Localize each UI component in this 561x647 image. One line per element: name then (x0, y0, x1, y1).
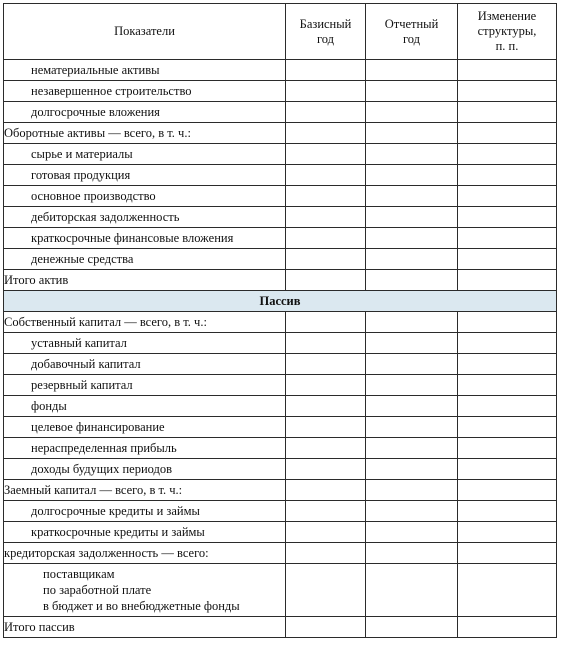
cell-structure-change (458, 123, 557, 144)
cell-structure-change (458, 564, 557, 617)
cell-structure-change (458, 60, 557, 81)
cell-report-year (366, 480, 458, 501)
table-row-total-passive (4, 617, 557, 638)
cell-base-year (286, 459, 366, 480)
table-row (4, 501, 557, 522)
table-row (4, 480, 557, 501)
header-base-year (286, 4, 366, 60)
table-row (4, 102, 557, 123)
table-row (4, 60, 557, 81)
row-label: нематериальные активы (4, 60, 286, 81)
cell-report-year (366, 459, 458, 480)
row-label: долгосрочные вложения (4, 102, 286, 123)
liabilities-rows (4, 312, 557, 564)
cell-report-year (366, 396, 458, 417)
table-row (4, 228, 557, 249)
cell-structure-change (458, 396, 557, 417)
cell-report-year (366, 123, 458, 144)
table-row (4, 333, 557, 354)
cell-base-year (286, 564, 366, 617)
cell-base-year (286, 501, 366, 522)
cell-structure-change (458, 501, 557, 522)
header-report-year-line: год (402, 31, 421, 46)
cell-structure-change (458, 81, 557, 102)
row-label: краткосрочные кредиты и займы (4, 522, 286, 543)
cell-base-year (286, 270, 366, 291)
row-label: Итого актив (4, 270, 286, 291)
cell-report-year (366, 312, 458, 333)
cell-structure-change (458, 522, 557, 543)
cell-base-year (286, 228, 366, 249)
cell-structure-change (458, 102, 557, 123)
cell-structure-change (458, 228, 557, 249)
cell-report-year (366, 564, 458, 617)
cell-base-year (286, 375, 366, 396)
cell-structure-change (458, 438, 557, 459)
cell-base-year (286, 60, 366, 81)
cell-base-year (286, 123, 366, 144)
row-label: Заемный капитал — всего, в т. ч.: (4, 480, 286, 501)
header-base-year-line: Базисный (299, 16, 352, 31)
payables-breakdown-section (4, 564, 557, 638)
cell-report-year (366, 375, 458, 396)
payables-item: поставщикам (43, 567, 115, 581)
table-row (4, 186, 557, 207)
table-row (4, 165, 557, 186)
table-row (4, 438, 557, 459)
table-row (4, 312, 557, 333)
section-title-passive: Пассив (4, 291, 557, 312)
cell-structure-change (458, 186, 557, 207)
table-row (4, 417, 557, 438)
cell-report-year (366, 81, 458, 102)
cell-base-year (286, 249, 366, 270)
table-row (4, 354, 557, 375)
row-label: резервный капитал (4, 375, 286, 396)
row-label: добавочный капитал (4, 354, 286, 375)
table-header-row (4, 4, 557, 60)
table-row (4, 459, 557, 480)
table-row (4, 270, 557, 291)
cell-structure-change (458, 480, 557, 501)
cell-base-year (286, 417, 366, 438)
row-label: дебиторская задолженность (4, 207, 286, 228)
cell-structure-change (458, 165, 557, 186)
cell-base-year (286, 522, 366, 543)
cell-report-year (366, 354, 458, 375)
cell-structure-change (458, 417, 557, 438)
header-base-year-line: год (316, 31, 335, 46)
cell-structure-change (458, 207, 557, 228)
cell-structure-change (458, 144, 557, 165)
cell-report-year (366, 165, 458, 186)
cell-base-year (286, 396, 366, 417)
cell-base-year (286, 102, 366, 123)
cell-base-year (286, 144, 366, 165)
row-label: кредиторская задолженность — всего: (4, 543, 286, 564)
cell-structure-change (458, 354, 557, 375)
passive-section (4, 291, 557, 312)
row-label: целевое финансирование (4, 417, 286, 438)
cell-base-year (286, 438, 366, 459)
header-structure-change-line: п. п. (495, 39, 519, 53)
table-row (4, 396, 557, 417)
cell-structure-change (458, 333, 557, 354)
cell-base-year (286, 480, 366, 501)
cell-structure-change (458, 617, 557, 638)
cell-report-year (366, 333, 458, 354)
table-row (4, 375, 557, 396)
cell-report-year (366, 501, 458, 522)
table-row (4, 81, 557, 102)
header-indicators: Показатели (4, 4, 286, 60)
row-label: сырье и материалы (4, 144, 286, 165)
cell-base-year (286, 207, 366, 228)
row-label: уставный капитал (4, 333, 286, 354)
cell-structure-change (458, 249, 557, 270)
cell-base-year (286, 81, 366, 102)
cell-structure-change (458, 270, 557, 291)
table-row (4, 144, 557, 165)
cell-report-year (366, 522, 458, 543)
row-label: фонды (4, 396, 286, 417)
cell-report-year (366, 228, 458, 249)
balance-structure-table (3, 3, 557, 638)
header-report-year (366, 4, 458, 60)
cell-base-year (286, 312, 366, 333)
cell-structure-change (458, 543, 557, 564)
header-structure-change (458, 4, 557, 60)
row-label: Оборотные активы — всего, в т. ч.: (4, 123, 286, 144)
row-label: долгосрочные кредиты и займы (4, 501, 286, 522)
table-row-payables-breakdown (4, 564, 557, 617)
cell-structure-change (458, 459, 557, 480)
table-row (4, 543, 557, 564)
cell-base-year (286, 543, 366, 564)
section-row-passive (4, 291, 557, 312)
row-label: основное производство (4, 186, 286, 207)
table-row (4, 123, 557, 144)
cell-base-year (286, 354, 366, 375)
cell-structure-change (458, 375, 557, 396)
header-structure-change-line: структуры, (477, 24, 537, 38)
row-label-total-passive: Итого пассив (4, 617, 286, 638)
payables-item: по заработной плате (43, 583, 152, 597)
row-label: доходы будущих периодов (4, 459, 286, 480)
cell-base-year (286, 165, 366, 186)
header-structure-change-line: Изменение (477, 9, 537, 23)
cell-report-year (366, 207, 458, 228)
row-label: краткосрочные финансовые вложения (4, 228, 286, 249)
header-report-year-line: Отчетный (384, 16, 439, 31)
table-row (4, 249, 557, 270)
cell-base-year (286, 617, 366, 638)
cell-report-year (366, 417, 458, 438)
row-label: нераспределенная прибыль (4, 438, 286, 459)
cell-report-year (366, 543, 458, 564)
row-label-payables-breakdown (4, 564, 286, 617)
payables-item: в бюджет и во внебюджетные фонды (43, 599, 240, 613)
table-row (4, 207, 557, 228)
row-label: незавершенное строительство (4, 81, 286, 102)
cell-report-year (366, 102, 458, 123)
cell-report-year (366, 186, 458, 207)
cell-report-year (366, 270, 458, 291)
assets-rows (4, 60, 557, 291)
cell-report-year (366, 60, 458, 81)
cell-report-year (366, 144, 458, 165)
cell-report-year (366, 438, 458, 459)
cell-structure-change (458, 312, 557, 333)
cell-report-year (366, 249, 458, 270)
row-label: Собственный капитал — всего, в т. ч.: (4, 312, 286, 333)
cell-report-year (366, 617, 458, 638)
cell-base-year (286, 186, 366, 207)
cell-base-year (286, 333, 366, 354)
row-label: денежные средства (4, 249, 286, 270)
table-row (4, 522, 557, 543)
row-label: готовая продукция (4, 165, 286, 186)
